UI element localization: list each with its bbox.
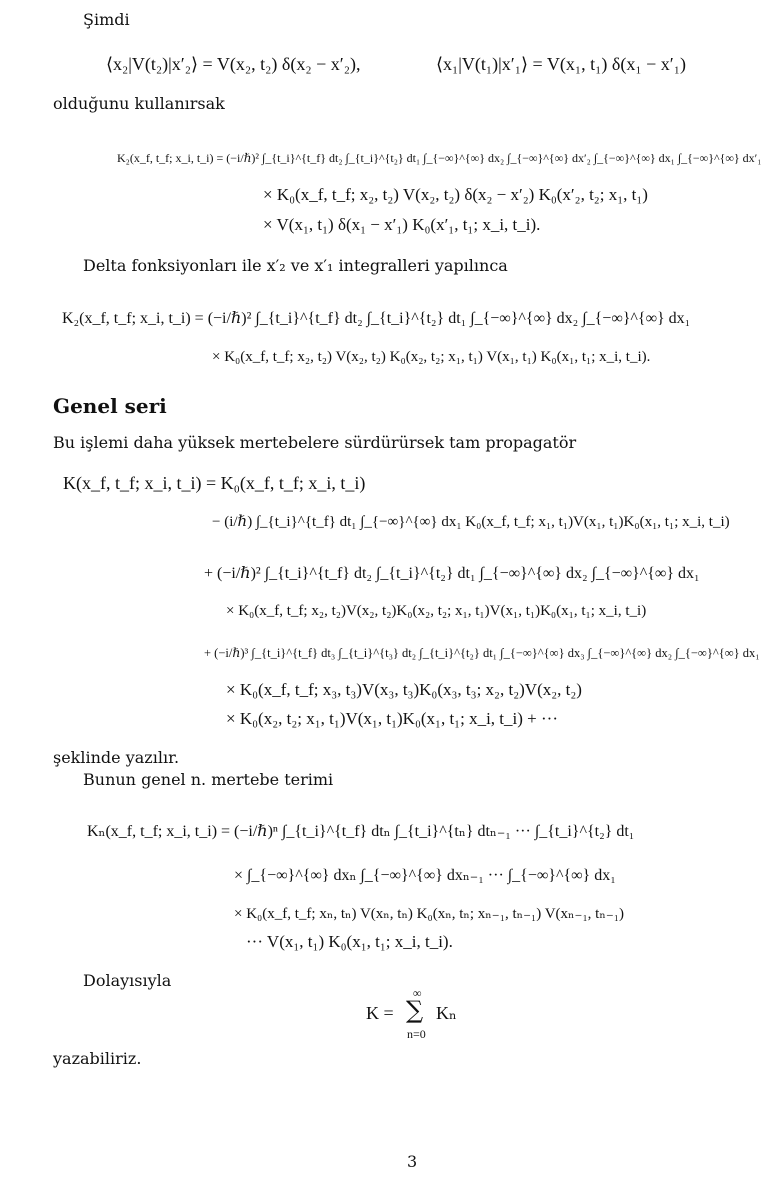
equation-kn-line-4: ··· V(x₁, t₁) K₀(x₁, t₁; x_i, t_i). bbox=[246, 932, 453, 951]
equation-sum-upper: ∞ bbox=[413, 986, 422, 1000]
paragraph-bunun: Bunun genel n. mertebe terimi bbox=[83, 770, 334, 789]
section-heading-genel-seri: Genel seri bbox=[53, 394, 167, 418]
paragraph-yazabiliriz: yazabiliriz. bbox=[53, 1049, 142, 1068]
equation-kn-line-3: × K₀(x_f, t_f; xₙ, tₙ) V(xₙ, tₙ) K₀(xₙ, tₙ; xₙ₋₁, tₙ₋₁) V(xₙ₋₁, tₙ₋₁) bbox=[234, 906, 624, 922]
equation-series-line-7: × K₀(x₂, t₂; x₁, t₁)V(x₁, t₁)K₀(x₁, t₁; x_i, t_i) + ··· bbox=[226, 709, 558, 728]
equation-series-line-3: + (−i/ℏ)² ∫_{t_i}^{t_f} dt₂ ∫_{t_i}^{t₂} dt₁ ∫_{−∞}^{∞} dx₂ ∫_{−∞}^{∞} dx₁ bbox=[204, 565, 700, 582]
equation-sum-sigma: ∑ bbox=[406, 996, 424, 1024]
equation-sum-lower: n=0 bbox=[407, 1027, 426, 1041]
equation-series-line-5: + (−i/ℏ)³ ∫_{t_i}^{t_f} dt₃ ∫_{t_i}^{t₃} dt₂ ∫_{t_i}^{t₂} dt₁ ∫_{−∞}^{∞} dx₃ ∫_{−∞}^{∞} dx₂ ∫_{−∞}^{∞} dx₁ bbox=[204, 646, 760, 660]
equation-k2-line-2: × K₀(x_f, t_f; x₂, t₂) V(x₂, t₂) δ(x₂ − x′₂) K₀(x′₂, t₂; x₁, t₁) bbox=[263, 185, 648, 204]
equation-sum-term: Kₙ bbox=[436, 1003, 457, 1023]
paragraph-bu-islemi: Bu işlemi daha yüksek mertebelere sürdürürsek tam propagatör bbox=[53, 433, 577, 452]
equation-kn-line-2: × ∫_{−∞}^{∞} dxₙ ∫_{−∞}^{∞} dxₙ₋₁ ··· ∫_{−∞}^{∞} dx₁ bbox=[234, 867, 616, 884]
equation-series-line-2: − (i/ℏ) ∫_{t_i}^{t_f} dt₁ ∫_{−∞}^{∞} dx₁ K₀(x_f, t_f; x₁, t₁)V(x₁, t₁)K₀(x₁, t₁; x_i, t_i) bbox=[212, 514, 730, 530]
equation-matrix-element-2: ⟨x₂|V(t₂)|x′₂⟩ = V(x₂, t₂) δ(x₂ − x′₂), bbox=[106, 54, 361, 74]
equation-k2-line-1: K₂(x_f, t_f; x_i, t_i) = (−i/ℏ)² ∫_{t_i}^{t_f} dt₂ ∫_{t_i}^{t₂} dt₁ ∫_{−∞}^{∞} dx₂ ∫_{−∞}^{∞} dx′₂ ∫_{−∞}^{∞} dx₁ ∫_{−∞}^{∞} dx′₁ bbox=[117, 151, 762, 165]
equation-matrix-element-1: ⟨x₁|V(t₁)|x′₁⟩ = V(x₁, t₁) δ(x₁ − x′₁) bbox=[436, 54, 686, 74]
equation-k2-line-3: × V(x₁, t₁) δ(x₁ − x′₁) K₀(x′₁, t₁; x_i, t_i). bbox=[263, 215, 541, 234]
paragraph-kullanirsak: olduğunu kullanırsak bbox=[53, 94, 225, 113]
page-number: 3 bbox=[407, 1152, 418, 1171]
paragraph-delta: Delta fonksiyonları ile x′₂ ve x′₁ integralleri yapılınca bbox=[83, 256, 508, 275]
paragraph-simdi: Şimdi bbox=[83, 10, 130, 29]
equation-series-line-6: × K₀(x_f, t_f; x₃, t₃)V(x₃, t₃)K₀(x₃, t₃; x₂, t₂)V(x₂, t₂) bbox=[226, 680, 582, 699]
equation-kn-line-1: Kₙ(x_f, t_f; x_i, t_i) = (−i/ℏ)ⁿ ∫_{t_i}^{t_f} dtₙ ∫_{t_i}^{tₙ} dtₙ₋₁ ··· ∫_{t_i}^{t₂} dt₁ bbox=[87, 823, 635, 840]
equation-series-line-1: K(x_f, t_f; x_i, t_i) = K₀(x_f, t_f; x_i, t_i) bbox=[63, 473, 366, 493]
equation-k2-reduced-line-2: × K₀(x_f, t_f; x₂, t₂) V(x₂, t₂) K₀(x₂, t₂; x₁, t₁) V(x₁, t₁) K₀(x₁, t₁; x_i, t_i). bbox=[212, 349, 651, 365]
equation-sum-lhs: K = bbox=[366, 1003, 394, 1023]
equation-series-line-4: × K₀(x_f, t_f; x₂, t₂)V(x₂, t₂)K₀(x₂, t₂; x₁, t₁)V(x₁, t₁)K₀(x₁, t₁; x_i, t_i) bbox=[226, 603, 647, 619]
paragraph-seklinde: şeklinde yazılır. bbox=[53, 748, 180, 767]
equation-k2-reduced-line-1: K₂(x_f, t_f; x_i, t_i) = (−i/ℏ)² ∫_{t_i}^{t_f} dt₂ ∫_{t_i}^{t₂} dt₁ ∫_{−∞}^{∞} dx₂ ∫_{−∞}^{∞} dx₁ bbox=[62, 310, 691, 327]
paragraph-dolayisiyla: Dolayısıyla bbox=[83, 971, 172, 990]
